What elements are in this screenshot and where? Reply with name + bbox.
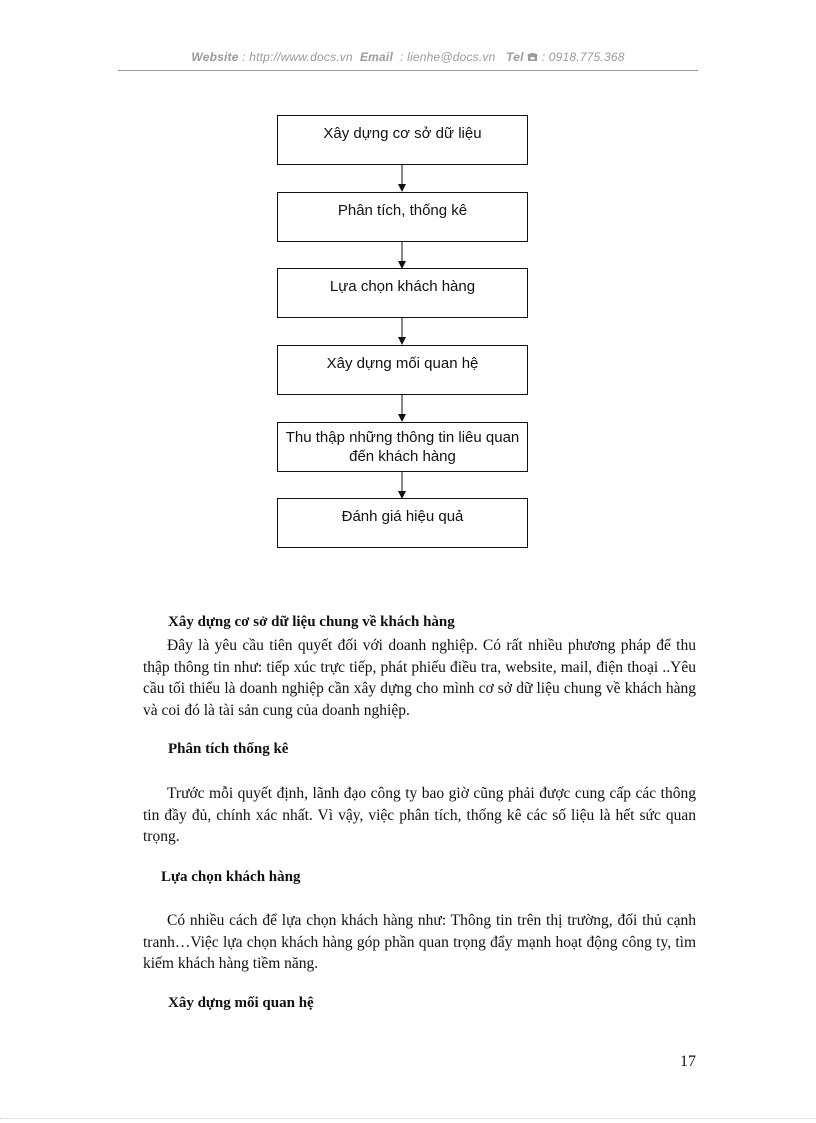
tel-value: : 0918.775.368 [541, 50, 625, 64]
page-bottom-divider [0, 1118, 816, 1119]
section-title-analysis: Phân tích thống kê [168, 741, 289, 757]
email-value: : lienhe@docs.vn [400, 50, 496, 64]
flow-arrow-icon [396, 395, 408, 422]
section-paragraph-analysis: Trước mỗi quyết định, lãnh đạo công ty bao giờ cũng phải được cung cấp các thông tin đầy đủ, chính xác nhất. Vì vậy, việc phân tích, thống kê các số liệu là hết sức quan trọng. [143, 785, 696, 845]
section-paragraph-database: Đây là yêu cầu tiên quyết đối với doanh nghiệp. Có rất nhiều phương pháp để thu thập thông tin như: tiếp xúc trực tiếp, phát phiếu điều tra, website, mail, điện thoại ..Yêu cầu tối thiểu là doanh nghiệp cần xây dựng cho mình cơ sở dữ liệu chung về khách hàng và coi đó là tài sản cung của doanh nghiệp. [143, 637, 696, 719]
phone-icon [527, 50, 542, 64]
section-paragraph-customers: Có nhiều cách để lựa chọn khách hàng như: Thông tin trên thị trường, đối thủ cạnh tranh…Việc lựa chọn khách hàng góp phần quan trọng đẩy mạnh hoạt động công ty, tìm kiếm khách hàng tiềm năng. [143, 912, 696, 972]
section-title-database: Xây dựng cơ sở dữ liệu chung về khách hàng [168, 614, 455, 630]
header-divider [118, 70, 698, 71]
section-title-relationship: Xây dựng mối quan hệ [168, 995, 314, 1011]
website-label: Website [191, 50, 239, 64]
flow-arrow-icon [396, 472, 408, 499]
flow-step-build-relationship: Xây dựng mối quan hệ [277, 345, 528, 395]
page-header [118, 50, 698, 64]
flow-step-build-database: Xây dựng cơ sở dữ liệu [277, 115, 528, 165]
flow-arrow-icon [396, 318, 408, 345]
section-title-customers: Lựa chọn khách hàng [161, 869, 301, 885]
tel-label: Tel [506, 50, 524, 64]
page-number: 17 [680, 1053, 696, 1070]
flow-step-evaluate: Đánh giá hiệu quả [277, 498, 528, 548]
flow-step-select-customers: Lựa chọn khách hàng [277, 268, 528, 318]
flow-step-collect-info: Thu thập những thông tin liêu quan đến khách hàng [277, 422, 528, 472]
website-value: : http://www.docs.vn [242, 50, 353, 64]
email-label: Email [359, 50, 393, 64]
flow-arrow-icon [396, 165, 408, 192]
flow-step-analysis: Phân tích, thống kê [277, 192, 528, 242]
flow-arrow-icon [396, 242, 408, 269]
